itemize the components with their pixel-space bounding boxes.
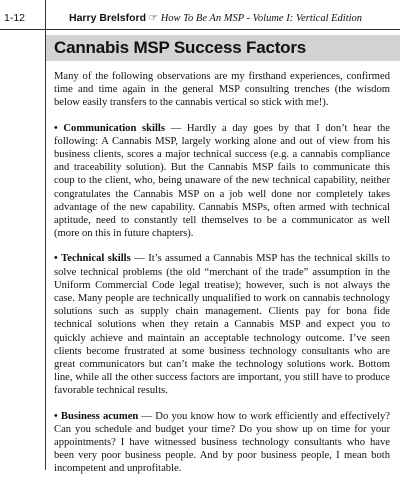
header-divider-vertical <box>45 0 46 470</box>
bullet-item <box>54 410 390 476</box>
bullet-term: Business acumen <box>60 410 139 422</box>
bullet-marker: • <box>54 253 58 265</box>
body-text <box>54 70 390 488</box>
author-name: Harry Brelsford <box>69 12 147 24</box>
running-header <box>69 12 362 24</box>
bullet-item <box>54 252 390 397</box>
bullet-term: Technical skills <box>61 253 131 265</box>
intro-paragraph: Many of the following observations are my firsthand experiences, confirmed time and time again in the general MSP consulting trenches (the wisdom below easily transfers to the cannabis vertical so stick with me!). <box>54 71 390 109</box>
page-number: 1-12 <box>4 12 26 24</box>
bullet-item <box>54 122 390 241</box>
bullet-text: — Hardly a day goes by that I don’t hear the following: A Cannabis MSP, largely working alone and out of view from his business clients, scores a major technical success (e.g. a cannabis compliance and traceability solution). But the Cannabis MSP fails to communicate this coup to the client, who, being unaware of the new technical capability, neither congratulates the Cannabis MSP on a job well done nor completely takes advantage of the new capability. Cannabis MSPs, often armed with technical aptitude, need to constantly tell themselves to be a communicator as well (more on this in future chapters). <box>54 122 390 240</box>
bullet-marker: • <box>54 122 58 134</box>
section-title: Cannabis MSP Success Factors <box>54 38 307 57</box>
book-title: How To Be An MSP - Volume I: Vertical Edition <box>160 13 363 24</box>
pointing-hand-icon: ☞ <box>148 13 159 24</box>
bullet-text: — It’s assumed a Cannabis MSP has the technical skills to solve technical problems (the old “merchant of the trade” assumption in the Uniform Commercial Code legal treatise); however, such is not always the case. Many people are technically unqualified to work on cannabis technology solutions such as supply chain management. Clients pay for bona fide technical solutions when they retain a Cannabis MSP and expect you to quickly achieve and maintain an acceptable technology outcome. I’ve seen clients become frustrated at some business technology consultants who are great communicators but can’t make the technology solutions work. Bottom line, while all the other success factors are important, you still have to produce favorable technical results. <box>54 253 390 397</box>
bullet-term: Communication skills <box>63 122 165 134</box>
bullet-text: — Do you know how to work efficiently and effectively? Can you schedule and budget your time? Do you show up on time for your appointments? I have witnessed business technology consultants who have been very poor business people. And by poor business people, I mean both incompetent and unprofitable. <box>54 410 390 475</box>
header-divider-horizontal <box>0 29 400 30</box>
bullet-marker: • <box>54 410 58 422</box>
